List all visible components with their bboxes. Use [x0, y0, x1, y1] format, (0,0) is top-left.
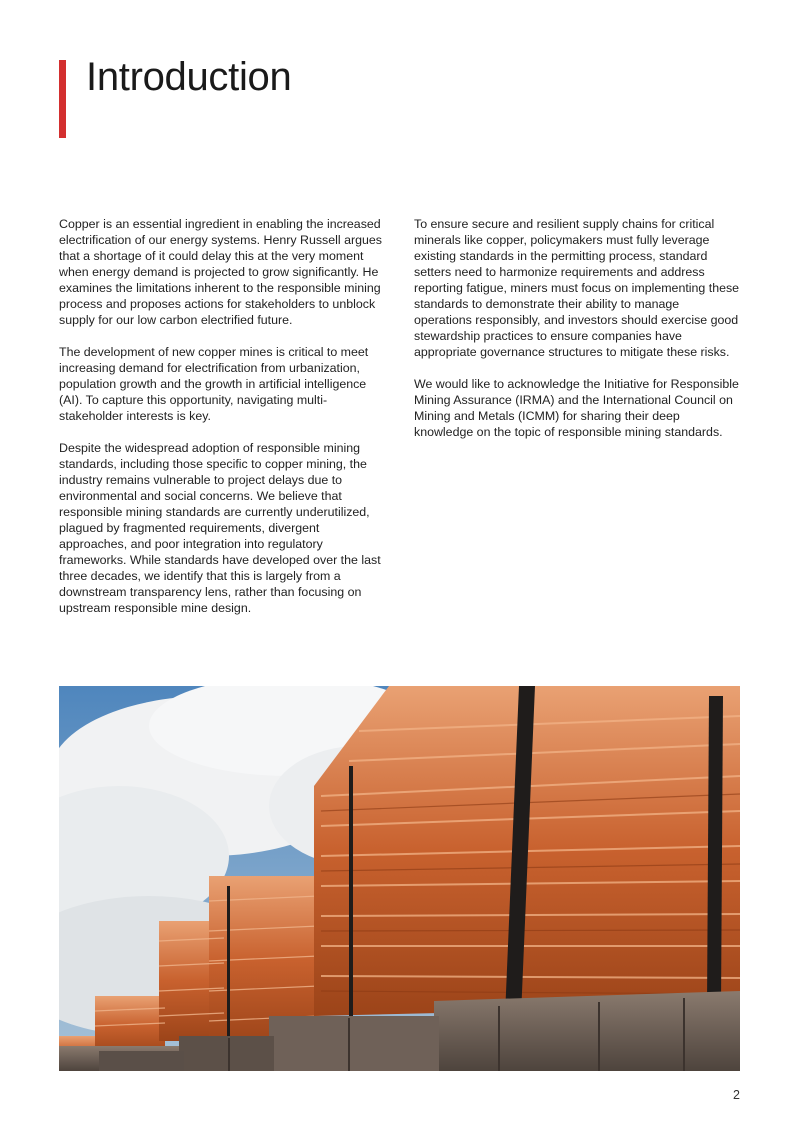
page-number: 2 — [733, 1088, 740, 1102]
paragraph: Copper is an essential ingredient in enabling the increased electrification of our energy systems. Henry Russell argues that a shortage of it could delay this at the very moment when energy demand is projected to grow significantly. He examines the limitations inherent to the responsible mining process and proposes actions for stakeholders to unblock supply for our low carbon electrified future. — [59, 217, 382, 327]
left-text-column — [59, 216, 385, 632]
paragraph: We would like to acknowledge the Initiative for Responsible Mining Assurance (IRMA) and the International Council on Mining and Metals (ICMM) for sharing their deep knowledge on the topic of responsible mining standards. — [414, 377, 739, 439]
right-text-column — [414, 216, 740, 456]
copper-cathodes-photo — [59, 686, 740, 1071]
paragraph: Despite the widespread adoption of responsible mining standards, including those specific to copper mining, the industry remains vulnerable to project delays due to environmental and social concerns. We believe that responsible mining standards are currently underutilized, plagued by fragmented requirements, divergent approaches, and poor integration into regulatory frameworks. While standards have developed over the last three decades, we identify that this is largely from a downstream transparency lens, rather than focusing on upstream responsible mine design. — [59, 441, 381, 615]
copper-cathodes-illustration — [59, 686, 740, 1071]
paragraph: To ensure secure and resilient supply chains for critical minerals like copper, policymakers must fully leverage existing standards in the permitting process, standard setters need to harmonize requirements and address reporting fatigue, miners must focus on implementing these standards to demonstrate their ability to manage operations responsibly, and investors should exercise good stewardship practices to ensure companies have appropriate governance structures to mitigate these risks. — [414, 217, 740, 359]
page-title: Introduction — [86, 55, 292, 99]
paragraph: The development of new copper mines is critical to meet increasing demand for electrification from urbanization, population growth and the growth in artificial intelligence (AI). To capture this opportunity, navigating multi-stakeholder interests is key. — [59, 345, 369, 423]
title-accent-bar — [59, 60, 66, 138]
